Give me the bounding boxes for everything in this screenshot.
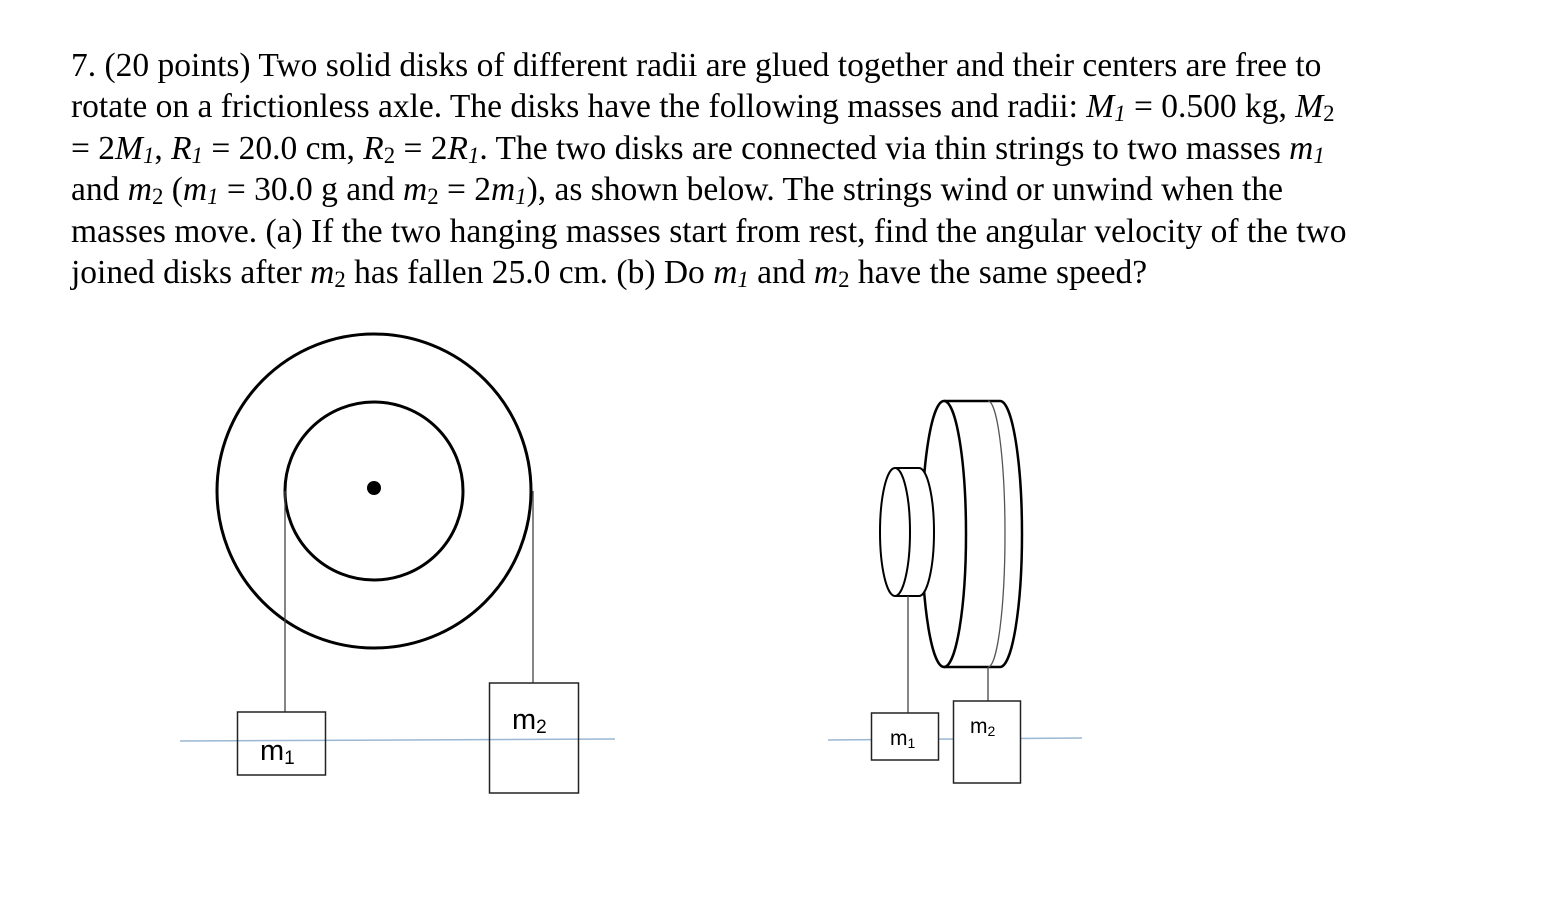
front-reference-line: [180, 739, 615, 741]
problem-line-3: = $2M_1$, $R_1 = 20.0$ cm, $R_2 = 2R_1$. The two disks are connected via thin strings to two masses $m_1$: [71, 129, 1325, 168]
axle-dot: [367, 481, 381, 495]
problem-number: 7.: [71, 47, 97, 84]
side-mass1-label: m1: [890, 727, 916, 751]
problem-line-6: joined disks after $m_2$ has fallen 25.0 cm. (b) Do $m_1$ and $m_2$ have the same speed?: [71, 254, 1148, 293]
side-mass-block-m2: [954, 701, 1021, 783]
problem-line-2: rotate on a frictionless axle. The disks have the following masses and radii: $M_1 = 0.500$ kg, $M_2$: [71, 88, 1335, 127]
problem-line-4: and $m_2$ ($m_1 = 30.0$ g and $m_2 = 2m_1$), as shown below. The strings wind or unwind when the: [71, 171, 1284, 210]
problem-line-5: masses move. (a) If the two hanging masses start from rest, find the angular velocity of the two: [71, 212, 1347, 250]
front-view-diagram: [180, 334, 615, 793]
front-mass1-label: m1: [260, 735, 295, 769]
problem-points: (20 points): [104, 47, 251, 84]
small-disk-face: [880, 468, 910, 596]
front-mass2-label: m2: [512, 704, 547, 738]
side-mass2-label: m2: [970, 715, 996, 739]
problem-line-1: 7. (20 points) Two solid disks of different radii are glued together and their centers are free to: [71, 47, 1322, 84]
mass-block-m2: [490, 683, 579, 793]
side-view-diagram: [828, 401, 1082, 783]
